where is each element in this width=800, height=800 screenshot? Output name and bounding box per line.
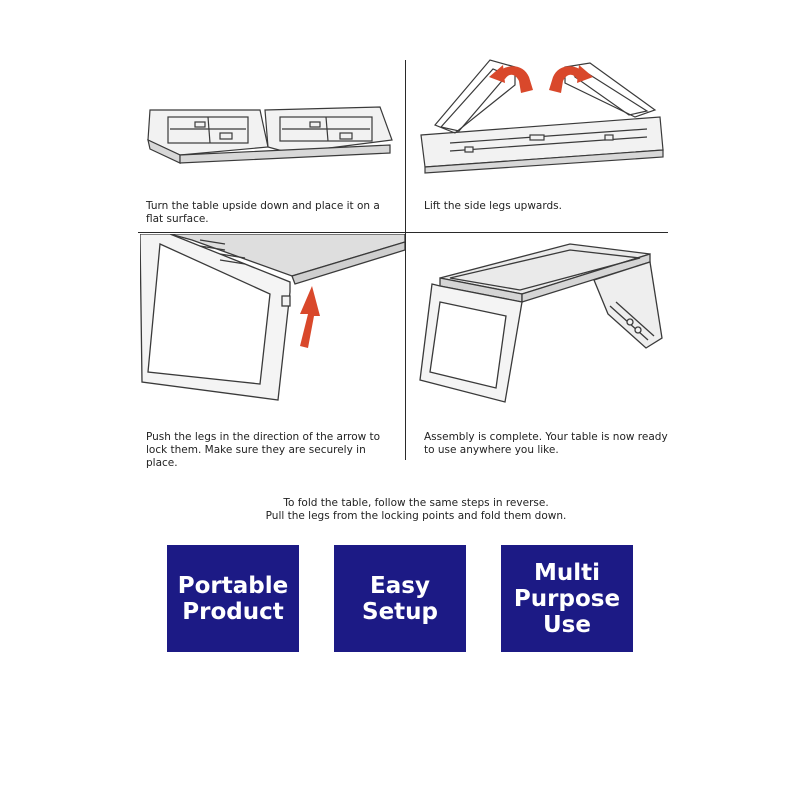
grid-divider-horizontal — [138, 232, 668, 233]
portable-product-label: Portable Product — [177, 572, 289, 625]
step-2-caption: Lift the side legs upwards. — [424, 200, 562, 212]
easy-setup-label: Easy Setup — [362, 572, 438, 625]
legs-locking-image — [140, 234, 405, 402]
grid-divider-vertical — [405, 60, 406, 460]
step-4-illustration — [410, 240, 672, 410]
step-1-illustration — [140, 95, 400, 175]
multi-purpose-use-label: Multi Purpose Use — [513, 559, 621, 638]
lift-arrow-right-icon — [549, 65, 593, 93]
step-2-illustration — [415, 55, 670, 180]
step-3-caption: Push the legs in the direction of the arrow to lock them. Make sure they are securely in place. — [146, 431, 381, 469]
push-arrow-icon — [300, 286, 320, 348]
fold-instructions — [200, 497, 632, 522]
assembled-table-image — [410, 240, 672, 410]
step-1-caption: Turn the table upside down and place it on a flat surface. — [146, 200, 380, 225]
table-upside-down-image — [140, 95, 400, 175]
easy-setup-badge — [334, 545, 466, 652]
multi-purpose-use-badge — [501, 545, 633, 652]
step-4-caption: Assembly is complete. Your table is now ready to use anywhere you like. — [424, 431, 668, 456]
fold-instructions-line-1: To fold the table, follow the same steps in reverse. — [283, 497, 549, 509]
step-3-illustration — [140, 234, 405, 402]
legs-lifting-image — [415, 55, 670, 180]
fold-instructions-line-2: Pull the legs from the locking points and fold them down. — [265, 509, 567, 522]
portable-product-badge — [167, 545, 299, 652]
